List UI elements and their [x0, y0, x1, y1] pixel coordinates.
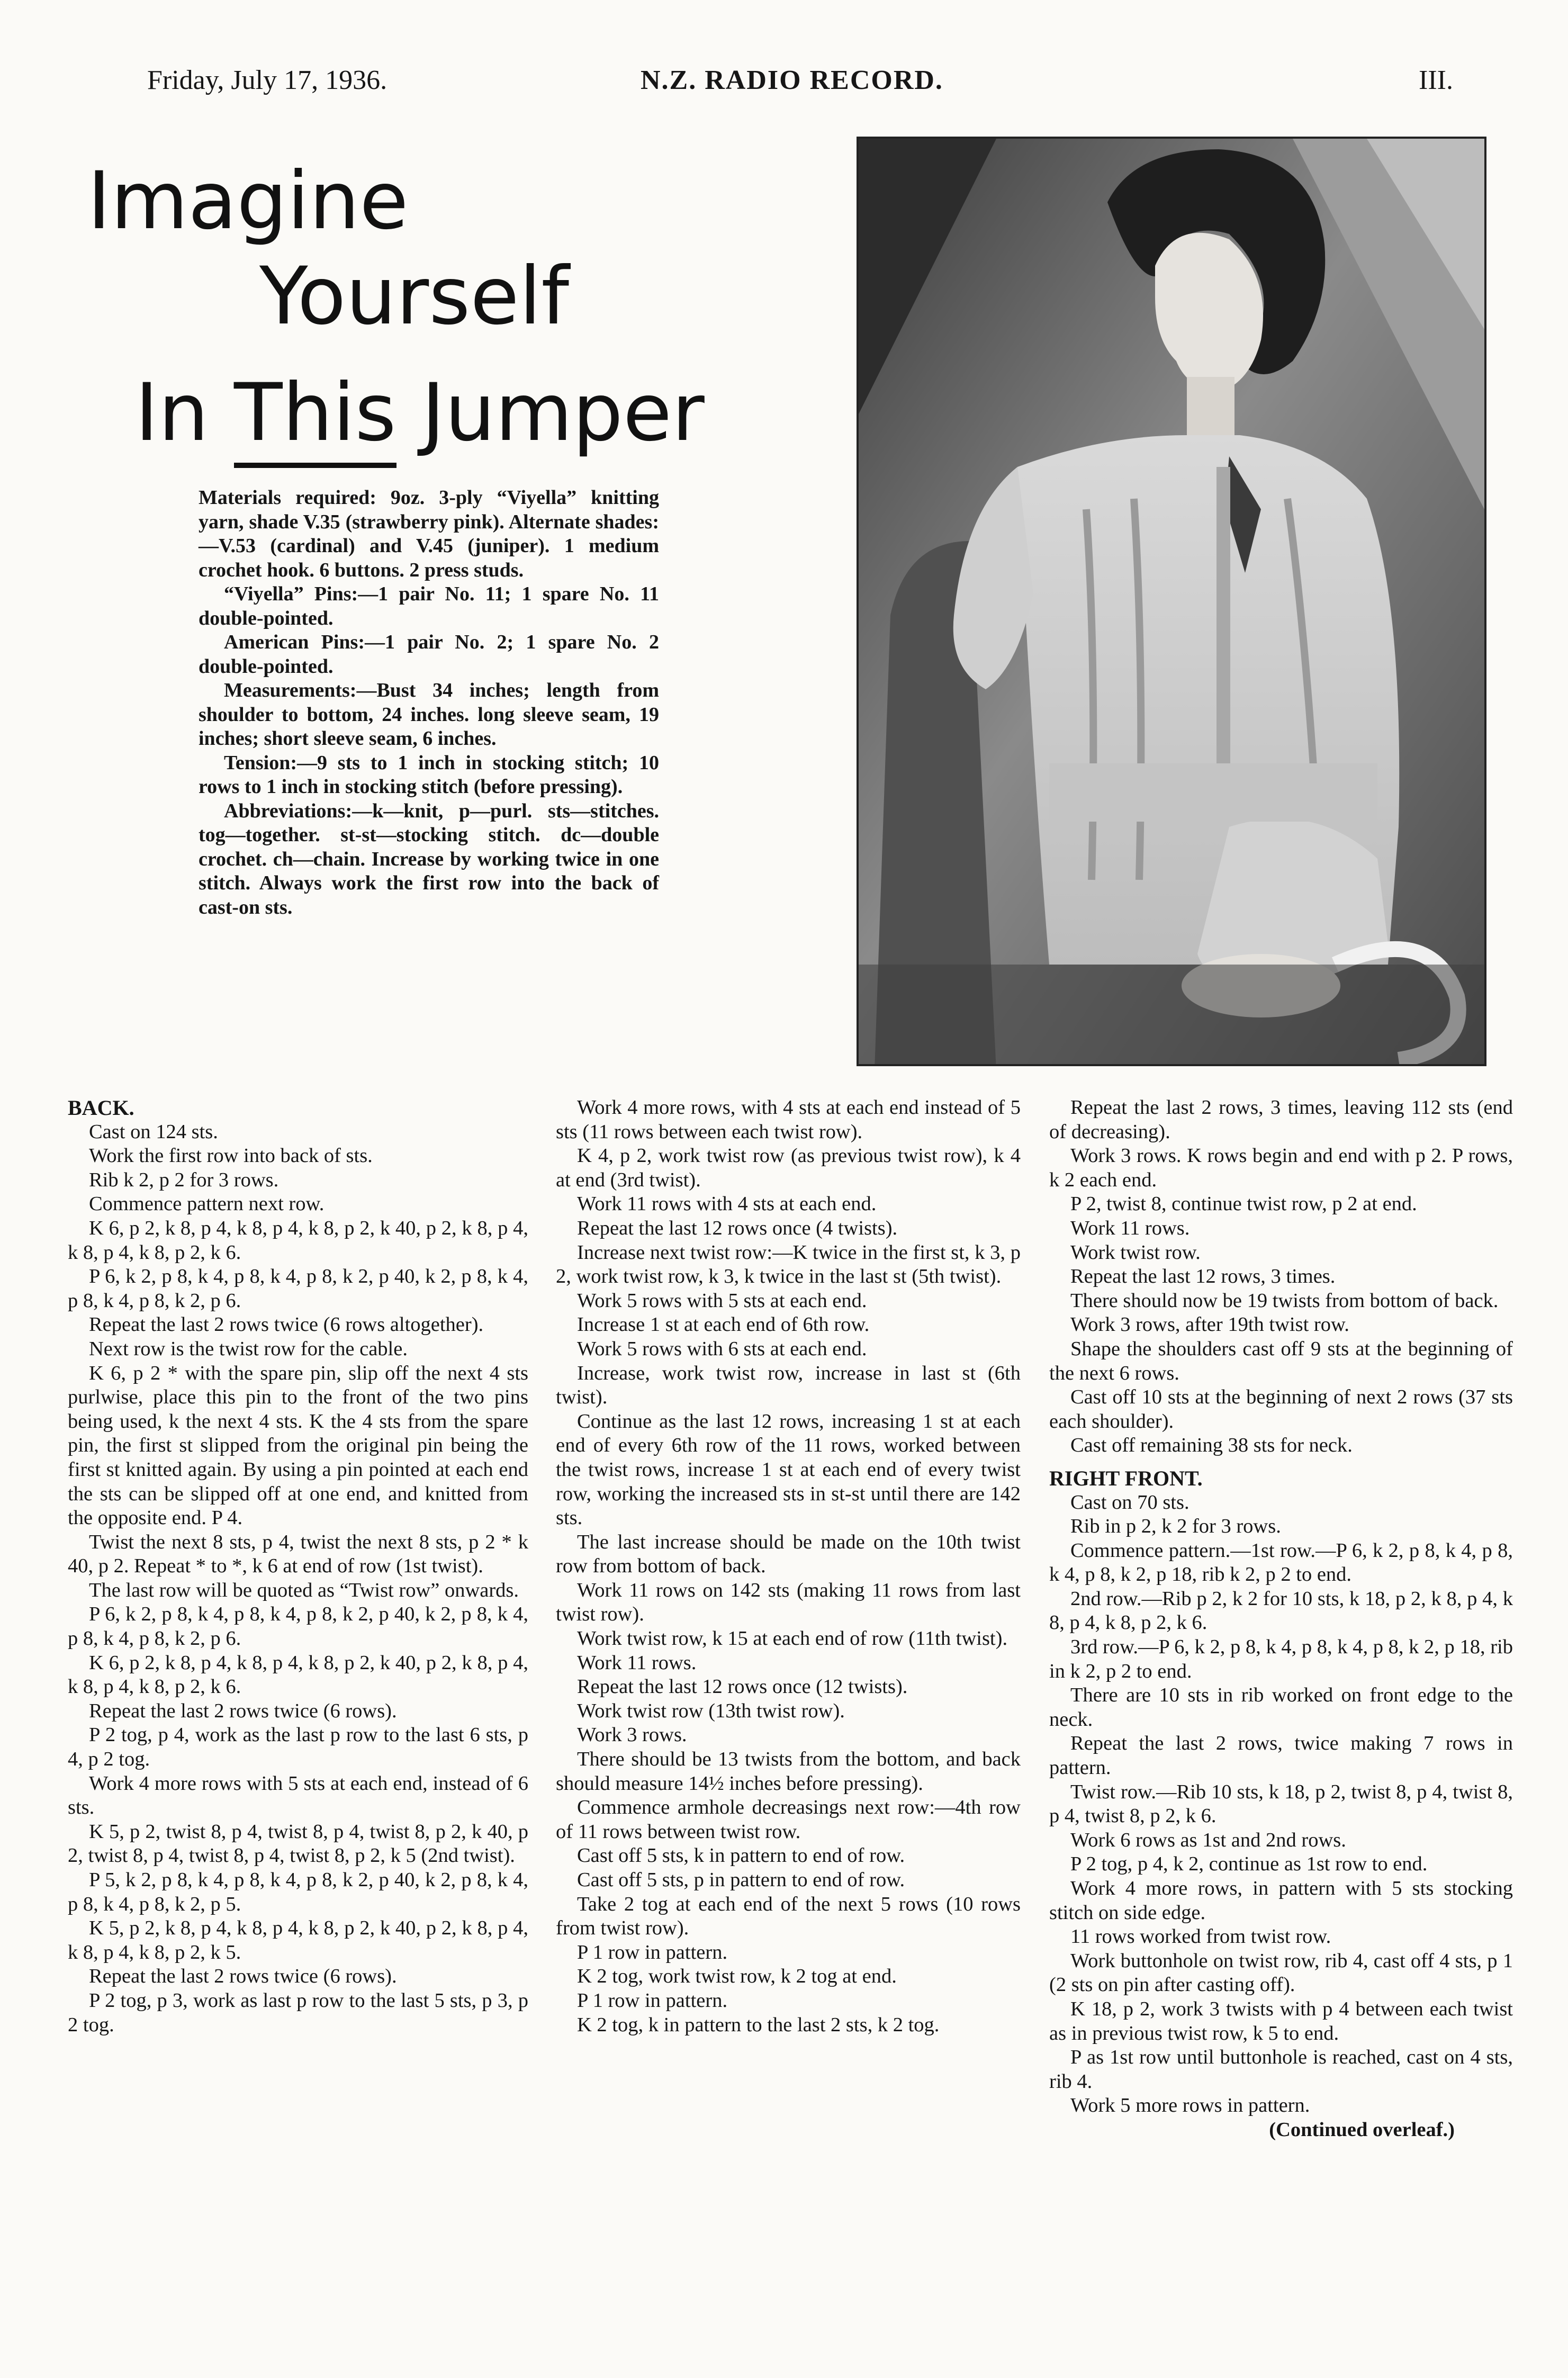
title-line-3: [135, 367, 705, 468]
instruction-paragraph: Repeat the last 2 rows twice (6 rows).: [89, 1699, 397, 1722]
instruction-paragraph: Repeat the last 2 rows twice (6 rows altogether).: [89, 1313, 484, 1336]
instruction-paragraph: K 5, p 2, k 8, p 4, k 8, p 4, k 8, p 2, k 40, p 2, k 8, p 4, k 8, p 4, k 8, p 2, k 5.: [68, 1917, 528, 1963]
instruction-paragraph: 3rd row.—P 6, k 2, p 8, k 4, p 8, k 4, p 8, k 2, p 18, rib in k 2, p 2 to end.: [1049, 1636, 1513, 1682]
instruction-paragraph: K 6, p 2, k 8, p 4, k 8, p 4, k 8, p 2, k 40, p 2, k 8, p 4, k 8, p 4, k 8, p 2, k 6.: [68, 1217, 528, 1264]
model-photograph: [857, 137, 1486, 1066]
page-number: III.: [1419, 65, 1453, 95]
instruction-paragraph: P 2 tog, p 4, k 2, continue as 1st row to end.: [1070, 1853, 1428, 1876]
instruction-paragraph: Increase 1 st at each end of 6th row.: [577, 1313, 870, 1336]
instruction-paragraph: Cast on 124 sts.: [89, 1120, 218, 1143]
instruction-paragraph: P 6, k 2, p 8, k 4, p 8, k 4, p 8, k 2, p 40, k 2, p 8, k 4, p 8, k 4, p 8, k 2, p 6.: [68, 1265, 528, 1312]
instruction-paragraph: Cast off remaining 38 sts for neck.: [1070, 1434, 1353, 1457]
instruction-paragraph: Cast off 5 sts, k in pattern to end of row.: [577, 1844, 905, 1867]
instruction-paragraph: 2nd row.—Rib p 2, k 2 for 10 sts, k 18, p 2, k 8, p 4, k 8, p 4, k 8, p 2, k 6.: [1049, 1587, 1513, 1634]
instruction-paragraph: Repeat the last 2 rows twice (6 rows).: [89, 1965, 397, 1988]
instruction-paragraph: Work 11 rows.: [1070, 1217, 1190, 1239]
instruction-paragraph: 11 rows worked from twist row.: [1070, 1925, 1331, 1948]
title-line-3-prefix: In: [135, 367, 234, 459]
tension-paragraph: Tension:—9 sts to 1 inch in stocking stitch; 10 rows to 1 inch in stocking stitch (before pressing).: [199, 751, 659, 798]
instruction-paragraph: P as 1st row until buttonhole is reached, cast on 4 sts, rib 4.: [1049, 2046, 1513, 2093]
continued-overleaf-note: (Continued overleaf.): [1269, 2118, 1455, 2141]
instruction-paragraph: Work 3 rows. K rows begin and end with p 2. P rows, k 2 each end.: [1049, 1145, 1513, 1191]
instruction-paragraph: P 1 row in pattern.: [577, 1989, 728, 2012]
instruction-paragraph: Work 5 more rows in pattern.: [1070, 2094, 1310, 2117]
instruction-paragraph: Work 6 rows as 1st and 2nd rows.: [1070, 1828, 1346, 1851]
instruction-paragraph: Repeat the last 2 rows, twice making 7 rows in pattern.: [1049, 1732, 1513, 1779]
instruction-paragraph: Work 11 rows with 4 sts at each end.: [577, 1193, 877, 1215]
instruction-paragraph: There are 10 sts in rib worked on front edge to the neck.: [1049, 1684, 1513, 1731]
publication-name: N.Z. RADIO RECORD.: [641, 65, 943, 95]
instruction-paragraph: There should now be 19 twists from bottom of back.: [1070, 1289, 1499, 1312]
instruction-paragraph: K 2 tog, k in pattern to the last 2 sts, k 2 tog.: [577, 2013, 940, 2036]
instruction-paragraph: P 2 tog, p 4, work as the last p row to the last 6 sts, p 4, p 2 tog.: [68, 1724, 528, 1771]
issue-date: Friday, July 17, 1936.: [147, 65, 388, 95]
section-heading-back: BACK.: [68, 1096, 134, 1120]
instruction-paragraph: Twist row.—Rib 10 sts, k 18, p 2, twist 8, p 4, twist 8, p 4, twist 8, p 2, k 6.: [1049, 1780, 1513, 1827]
instruction-paragraph: Next row is the twist row for the cable.: [89, 1337, 408, 1360]
instruction-paragraph: Twist the next 8 sts, p 4, twist the next 8 sts, p 2 * k 40, p 2. Repeat * to *, k 6 at end of row (1st twist).: [68, 1530, 528, 1578]
instruction-paragraph: Work 4 more rows, in pattern with 5 sts stocking stitch on side edge.: [1049, 1877, 1513, 1924]
instruction-paragraph: K 5, p 2, twist 8, p 4, twist 8, p 4, twist 8, p 2, k 40, p 2, twist 8, p 4, twist 8, p 4, twist 8, p 2, k 5 (2nd twist).: [68, 1820, 528, 1867]
column-right-front: [1049, 1096, 1513, 2142]
instruction-paragraph: Continue as the last 12 rows, increasing 1 st at each end of every 6th row of the 11 rows, worked between the twist rows, increase 1 st at each end of every twist row, working the increased sts in st-st until there are 142 sts.: [556, 1410, 1021, 1529]
instruction-paragraph: P 1 row in pattern.: [577, 1941, 728, 1963]
instruction-paragraph: K 4, p 2, work twist row (as previous twist row), k 4 at end (3rd twist).: [556, 1145, 1021, 1191]
instruction-paragraph: Work the first row into back of sts.: [89, 1145, 373, 1167]
instruction-paragraph: Work 5 rows with 5 sts at each end.: [577, 1289, 867, 1312]
instruction-paragraph: Cast off 10 sts at the beginning of next 2 rows (37 sts each shoulder).: [1049, 1386, 1513, 1433]
photo-illustration: [859, 139, 1484, 1064]
american-pins-paragraph: American Pins:—1 pair No. 2; 1 spare No. 2 double-pointed.: [199, 631, 659, 678]
pins-paragraph: “Viyella” Pins:—1 pair No. 11; 1 spare No. 11 double-pointed.: [199, 583, 659, 629]
instruction-paragraph: Commence armhole decreasings next row:—4th row of 11 rows between twist row.: [556, 1796, 1021, 1843]
instruction-paragraph: There should be 13 twists from the bottom, and back should measure 14½ inches before pressing).: [556, 1748, 1021, 1795]
column-back-continued: [556, 1096, 1021, 2037]
instruction-paragraph: Shape the shoulders cast off 9 sts at the beginning of the next 6 rows.: [1049, 1337, 1513, 1384]
instruction-paragraph: Work 5 rows with 6 sts at each end.: [577, 1337, 867, 1360]
instruction-paragraph: Cast off 5 sts, p in pattern to end of row.: [577, 1869, 905, 1891]
instruction-paragraph: K 2 tog, work twist row, k 2 tog at end.: [577, 1965, 897, 1988]
instruction-paragraph: Work twist row (13th twist row).: [577, 1699, 845, 1722]
instruction-paragraph: Work twist row, k 15 at each end of row (11th twist).: [577, 1627, 1008, 1650]
instruction-paragraph: Cast on 70 sts.: [1070, 1491, 1189, 1514]
instruction-paragraph: Work 4 more rows, with 4 sts at each end instead of 5 sts (11 rows between each twist row).: [556, 1096, 1021, 1143]
instruction-paragraph: Increase, work twist row, increase in last st (6th twist).: [556, 1362, 1021, 1409]
instruction-paragraph: Work buttonhole on twist row, rib 4, cast off 4 sts, p 1 (2 sts on pin after casting off).: [1049, 1949, 1513, 1996]
instruction-paragraph: K 6, p 2, k 8, p 4, k 8, p 4, k 8, p 2, k 40, p 2, k 8, p 4, k 8, p 4, k 8, p 2, k 6.: [68, 1651, 528, 1698]
column-back-instructions: [68, 1096, 528, 2037]
instruction-paragraph: Rib in p 2, k 2 for 3 rows.: [1070, 1515, 1281, 1538]
instruction-paragraph: Repeat the last 12 rows once (4 twists).: [577, 1217, 898, 1239]
title-line-2: Yourself: [259, 250, 570, 343]
instruction-paragraph: Repeat the last 12 rows, 3 times.: [1070, 1265, 1336, 1288]
instruction-paragraph: Rib k 2, p 2 for 3 rows.: [89, 1168, 279, 1191]
instruction-paragraph: K 18, p 2, work 3 twists with p 4 between each twist as in previous twist row, k 5 to end.: [1049, 1997, 1513, 2044]
instruction-paragraph: Work 3 rows, after 19th twist row.: [1070, 1313, 1349, 1336]
instruction-paragraph: Repeat the last 12 rows once (12 twists).: [577, 1676, 908, 1698]
section-heading-right-front: RIGHT FRONT.: [1049, 1466, 1203, 1490]
instruction-paragraph: Work twist row.: [1070, 1241, 1201, 1264]
instruction-paragraph: Increase next twist row:—K twice in the first st, k 3, p 2, work twist row, k 3, k twice in the last st (5th twist).: [556, 1241, 1021, 1288]
title-underlined-word: This: [234, 371, 396, 468]
instruction-paragraph: Work 3 rows.: [577, 1724, 687, 1746]
instruction-paragraph: P 2 tog, p 3, work as last p row to the last 5 sts, p 3, p 2 tog.: [68, 1989, 528, 2036]
instruction-paragraph: P 2, twist 8, continue twist row, p 2 at end.: [1070, 1193, 1417, 1215]
instruction-paragraph: Take 2 tog at each end of the next 5 rows (10 rows from twist row).: [556, 1893, 1021, 1940]
abbreviations-paragraph: Abbreviations:—k—knit, p—purl. sts—stitches. tog—together. st-st—stocking stitch. dc—double crochet. ch—chain. Increase by working twice in one stitch. Always work the first row into the back of cast-on sts.: [199, 799, 659, 918]
instruction-paragraph: K 6, p 2 * with the spare pin, slip off the next 4 sts purlwise, place this pin to the front of the two pins being used, k the next 4 sts. K the 4 sts from the spare pin, the first st slipped from the original pin being the first st knitted again. By using a pin pointed at each end the sts can be slipped off at one end, and knitted from the opposite end. P 4.: [68, 1362, 528, 1529]
instruction-paragraph: P 6, k 2, p 8, k 4, p 8, k 4, p 8, k 2, p 40, k 2, p 8, k 4, p 8, k 4, p 8, k 2, p 6.: [68, 1603, 528, 1650]
title-line-3-suffix: Jumper: [396, 367, 705, 459]
instruction-paragraph: Work 4 more rows with 5 sts at each end, instead of 6 sts.: [68, 1772, 528, 1819]
instruction-paragraph: Repeat the last 2 rows, 3 times, leaving 112 sts (end of decreasing).: [1049, 1096, 1513, 1143]
title-line-1: Imagine: [87, 155, 409, 247]
instruction-paragraph: P 5, k 2, p 8, k 4, p 8, k 4, p 8, k 2, p 40, k 2, p 8, k 4, p 8, k 4, p 8, k 2, p 5.: [68, 1869, 528, 1915]
instruction-paragraph: Work 11 rows on 142 sts (making 11 rows from last twist row).: [556, 1579, 1021, 1626]
materials-paragraph: Materials required: 9oz. 3-ply “Viyella” knitting yarn, shade V.35 (strawberry pink). Alternate shades:—V.53 (cardinal) and V.45 (juniper). 1 medium crochet hook. 6 buttons. 2 press studs.: [199, 487, 659, 581]
instruction-paragraph: Commence pattern next row.: [89, 1193, 325, 1215]
instruction-paragraph: Work 11 rows.: [577, 1651, 697, 1674]
measurements-paragraph: Measurements:—Bust 34 inches; length from shoulder to bottom, 24 inches. long sleeve seam, 19 inches; short sleeve seam, 6 inches.: [199, 679, 659, 750]
instruction-paragraph: The last row will be quoted as “Twist row” onwards.: [89, 1579, 519, 1601]
materials-block: [199, 486, 659, 920]
instruction-paragraph: The last increase should be made on the 10th twist row from bottom of back.: [556, 1530, 1021, 1578]
instruction-paragraph: Commence pattern.—1st row.—P 6, k 2, p 8, k 4, p 8, k 4, p 8, k 2, p 18, rib k 2, p 2 to end.: [1049, 1539, 1513, 1586]
